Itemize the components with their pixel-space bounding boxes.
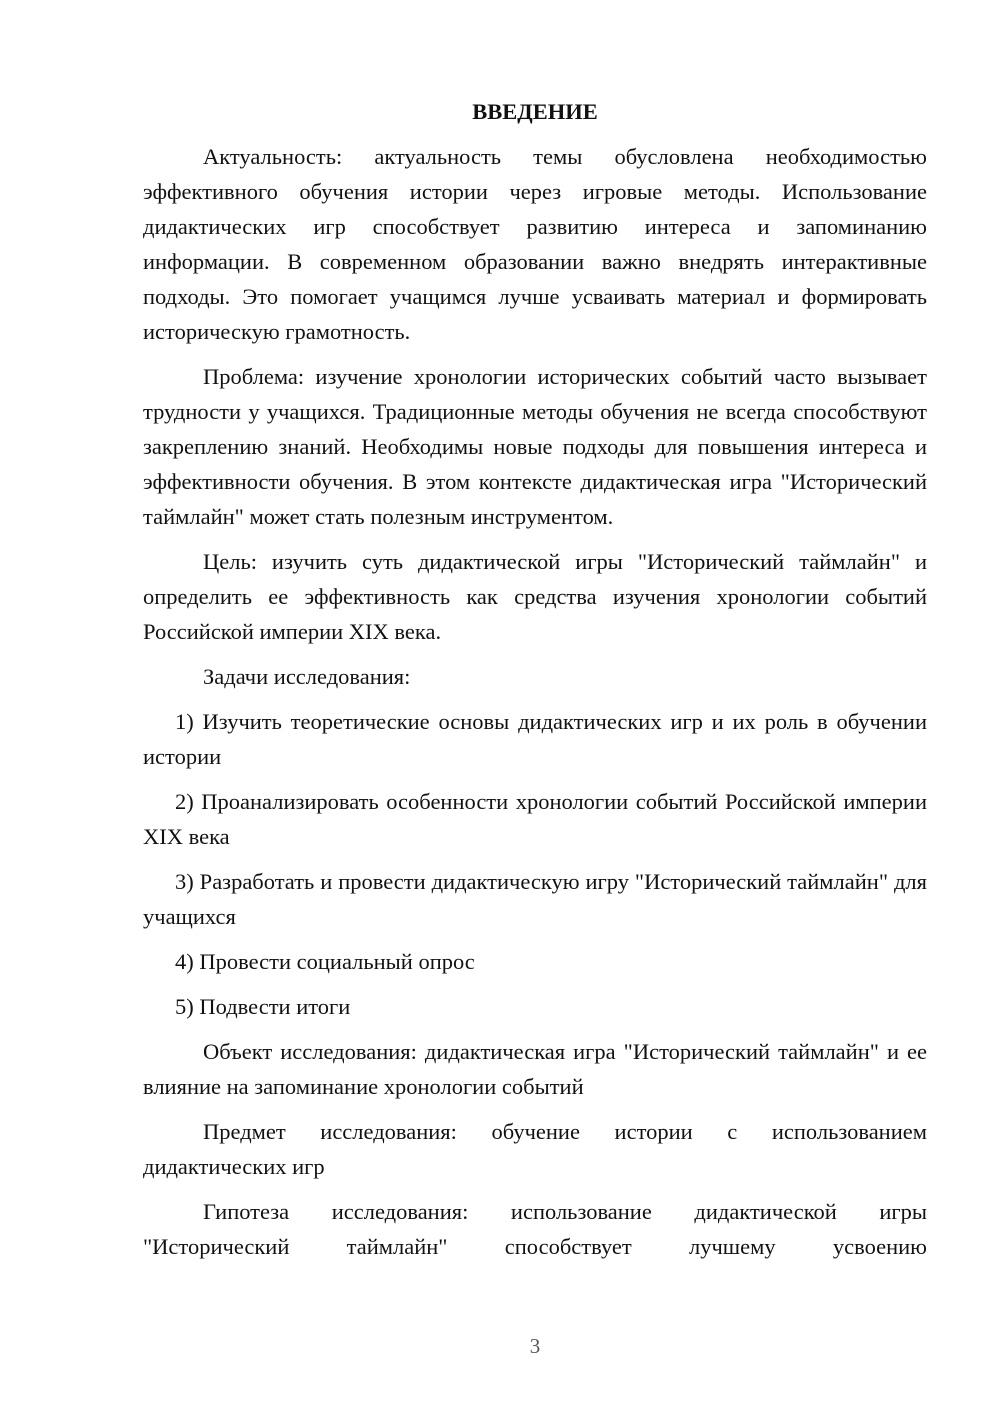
problem-paragraph: Проблема: изучение хронологии исторических событий часто вызывает трудности у учащихся. Традиционные методы обучения не всегда способствуют закреплению знаний. Необходимы новые подходы для повышения интереса и эффективности обучения. В этом контексте дидактическая игра "Исторический таймлайн" может стать полезным инструментом. [143, 364, 927, 529]
section-heading: ВВЕДЕНИЕ [472, 99, 598, 124]
task-item-4: 4) Провести социальный опрос [175, 949, 475, 974]
task-item-2: 2) Проанализировать особенности хронологии событий Российской империи XIX века [143, 789, 927, 849]
page-number: 3 [529, 1334, 541, 1358]
goal-paragraph: Цель: изучить суть дидактической игры "Исторический таймлайн" и определить ее эффективность как средства изучения хронологии событий Российской империи XIX века. [143, 549, 927, 644]
task-item-5: 5) Подвести итоги [175, 994, 351, 1019]
hypothesis-paragraph: Гипотеза исследования: использование дидактической игры "Исторический таймлайн" способствует лучшему усвоению [143, 1199, 927, 1259]
object-paragraph: Объект исследования: дидактическая игра "Исторический таймлайн" и ее влияние на запоминание хронологии событий [143, 1039, 927, 1099]
relevance-paragraph: Актуальность: актуальность темы обусловлена необходимостью эффективного обучения истории через игровые методы. Использование дидактических игр способствует развитию интереса и запоминанию информации. В современном образовании важно внедрять интерактивные подходы. Это помогает учащимся лучше усваивать материал и формировать историческую грамотность. [143, 144, 927, 344]
page-content [143, 94, 927, 1274]
tasks-title: Задачи исследования: [203, 664, 411, 689]
subject-paragraph: Предмет исследования: обучение истории с использованием дидактических игр [143, 1119, 927, 1179]
task-item-1: 1) Изучить теоретические основы дидактических игр и их роль в обучении истории [143, 709, 927, 769]
task-item-3: 3) Разработать и провести дидактическую игру "Исторический таймлайн" для учащихся [143, 869, 927, 929]
